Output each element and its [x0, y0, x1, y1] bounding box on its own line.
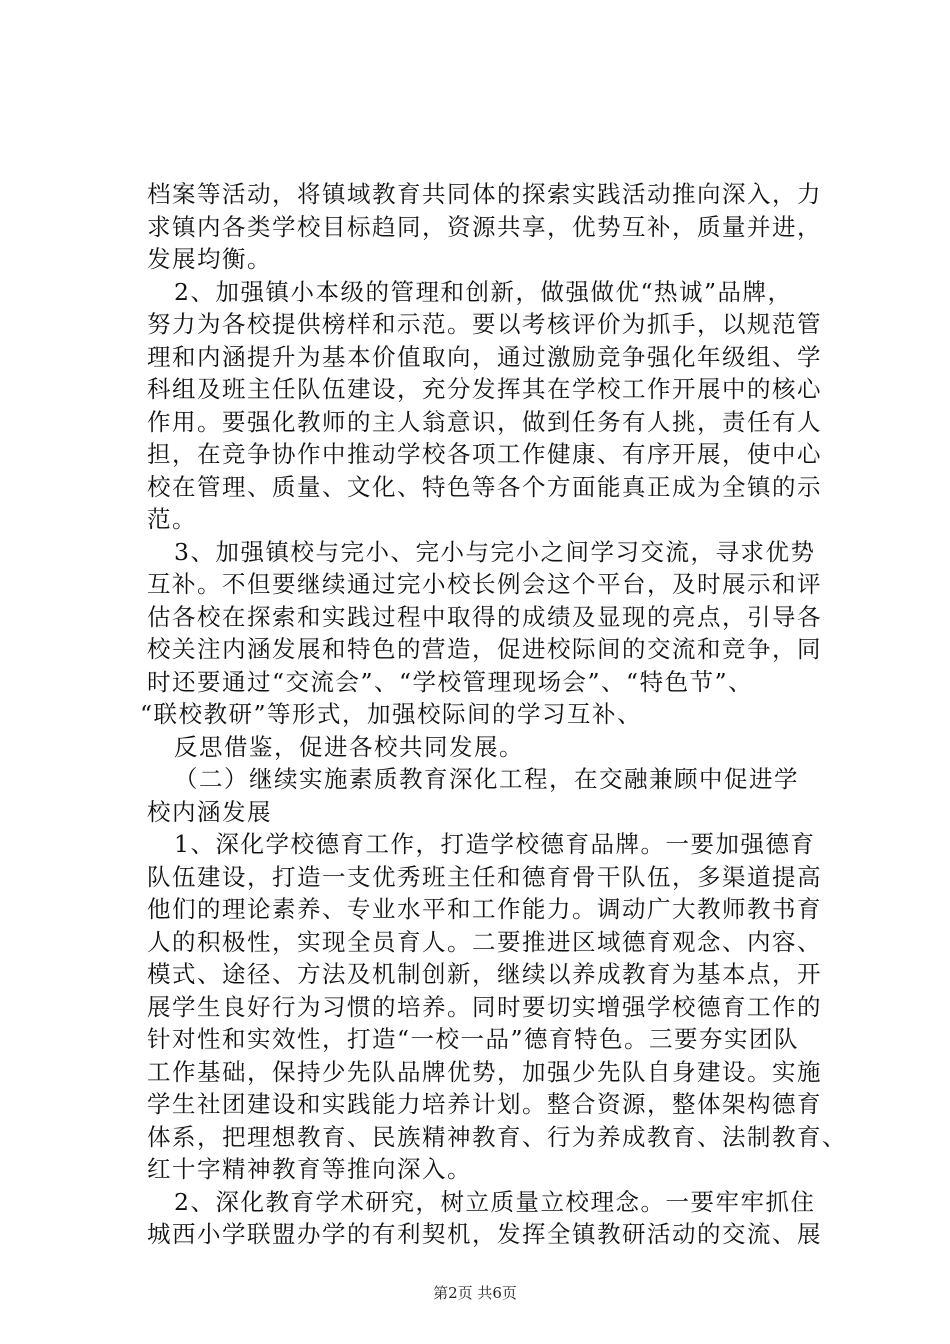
text-line: 理和内涵提升为基本价值取向，通过激励竞争强化年级组、学	[147, 342, 822, 371]
text-line: 作用。要强化教师的主人翁意识，做到任务有人挑，责任有人	[147, 407, 822, 436]
text-line: 校在管理、质量、文化、特色等各个方面能真正成为全镇的示	[147, 472, 822, 501]
text-line: 1、深化学校德育工作，打造学校德育品牌。一要加强德育	[174, 830, 816, 858]
text-line: 学生社团建设和实践能力培养计划。整合资源，整体架构德育	[147, 1090, 822, 1118]
text-line: 展学生良好行为习惯的培养。同时要切实增强学校德育工作的	[147, 992, 822, 1021]
text-line: 求镇内各类学校目标趋同，资源共享，优势互补，质量并进，	[147, 212, 822, 241]
text-line: 担，在竞争协作中推动学校各项工作健康、有序开展，使中心	[147, 440, 822, 468]
text-line: 发展均衡。	[147, 245, 272, 273]
text-line: 档案等活动，将镇域教育共同体的探索实践活动推向深入，力	[147, 180, 822, 208]
section-heading: 校内涵发展	[147, 797, 272, 826]
text-line: 时还要通过“交流会”、“学校管理现场会”、“特色节”、	[147, 667, 754, 696]
text-line: 反思借鉴，促进各校共同发展。	[174, 732, 524, 761]
text-line: 2、加强镇小本级的管理和创新，做强做优“热诚”品牌，	[174, 277, 793, 306]
page-number-footer: 第2页 共6页	[433, 1284, 517, 1302]
text-line: 人的积极性，实现全员育人。二要推进区域德育观念、内容、	[147, 927, 822, 956]
text-line: 工作基础，保持少先队品牌优势，加强少先队自身建设。实施	[147, 1057, 822, 1086]
text-line: 他们的理论素养、专业水平和工作能力。调动广大教师教书育	[147, 895, 822, 923]
text-line: 努力为各校提供榜样和示范。要以考核评价为抓手，以规范管	[147, 310, 822, 338]
text-line: 范。	[147, 505, 197, 533]
section-heading: （二）继续实施素质教育深化工程，在交融兼顾中促进学	[174, 765, 799, 793]
text-line: 队伍建设，打造一支优秀班主任和德育骨干队伍，多渠道提高	[147, 862, 822, 891]
text-line: 体系，把理想教育、民族精神教育、行为养成教育、法制教育、	[147, 1122, 847, 1151]
text-line: 红十字精神教育等推向深入。	[147, 1155, 472, 1183]
text-line: 3、加强镇校与完小、完小与完小之间学习交流，寻求优势	[174, 537, 816, 566]
text-line: 互补。不但要继续通过完小校长例会这个平台，及时展示和评	[147, 570, 822, 598]
text-line: 估各校在探索和实践过程中取得的成绩及显现的亮点，引导各	[147, 602, 822, 631]
text-line: 城西小学联盟办学的有利契机，发挥全镇教研活动的交流、展	[147, 1220, 822, 1248]
text-line: 科组及班主任队伍建设，充分发挥其在学校工作开展中的核心	[147, 375, 822, 403]
text-line: “联校教研”等形式，加强校际间的学习互补、	[140, 700, 643, 728]
text-line: 模式、途径、方法及机制创新，继续以养成教育为基本点，开	[147, 960, 822, 988]
text-line: 针对性和实效性，打造“一校一品”德育特色。三要夯实团队	[147, 1025, 800, 1053]
text-line: 2、深化教育学术研究，树立质量立校理念。一要牢牢抓住	[174, 1187, 816, 1216]
text-line: 校关注内涵发展和特色的营造，促进校际间的交流和竞争，同	[147, 635, 822, 663]
